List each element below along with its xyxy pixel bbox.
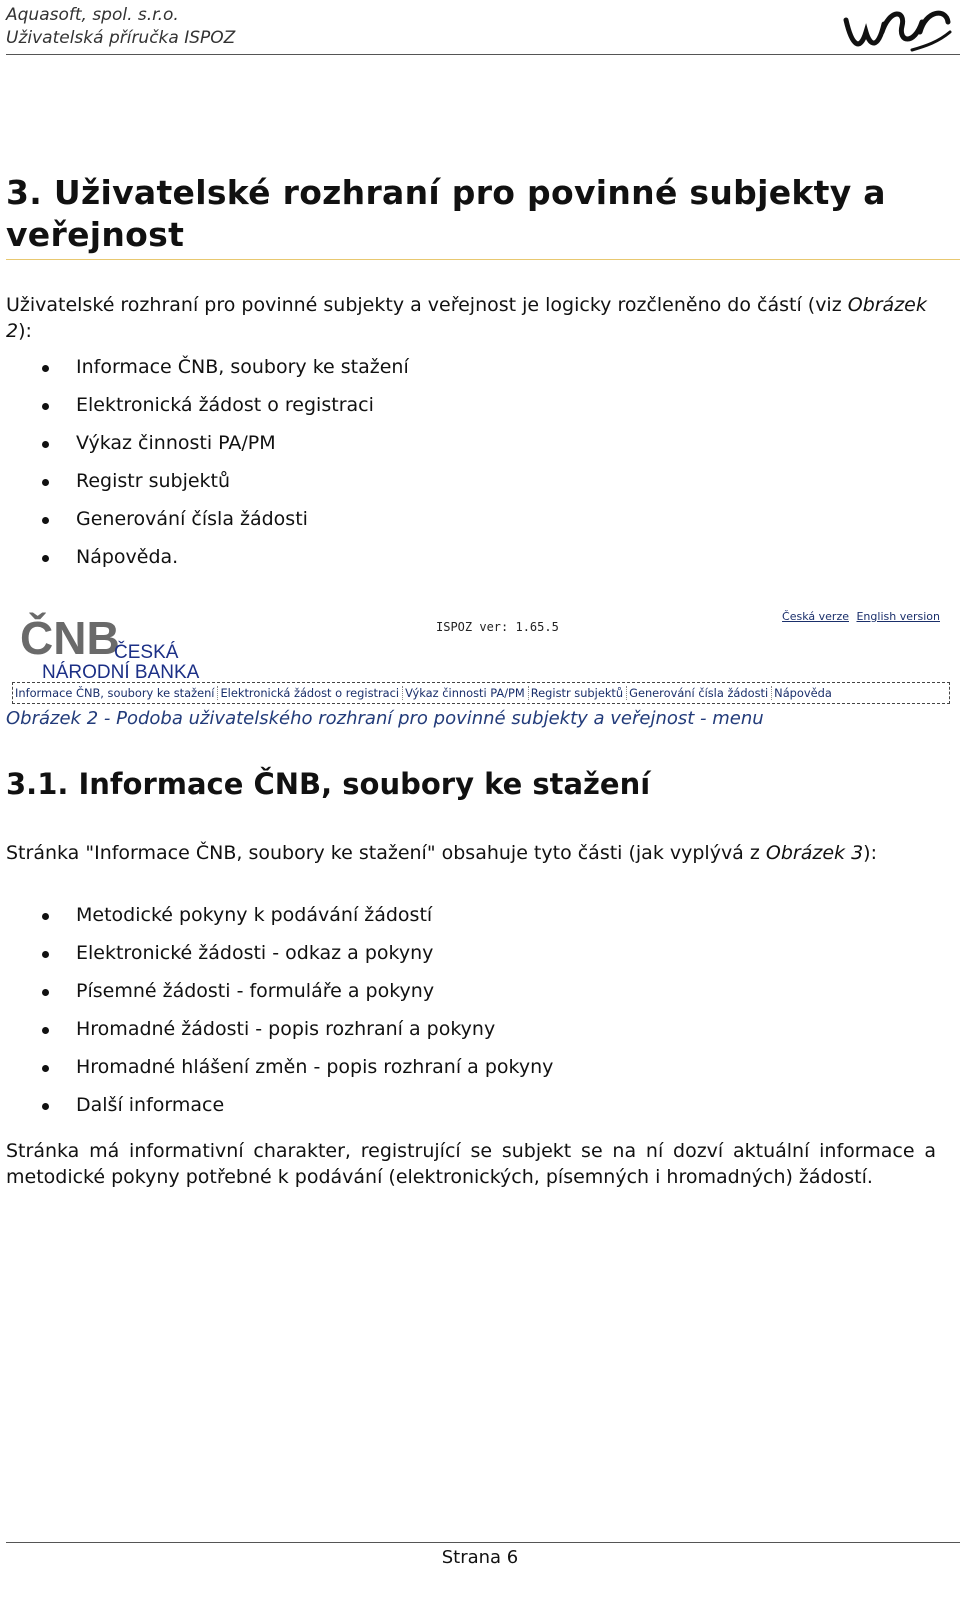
page-header xyxy=(6,4,235,50)
intro-text-end: ): xyxy=(18,320,32,342)
bullet-icon xyxy=(42,517,49,524)
page-number: Strana 6 xyxy=(441,1547,519,1568)
cnb-logo xyxy=(18,612,218,682)
section-intro-paragraph xyxy=(6,840,954,866)
bullet-icon xyxy=(42,1103,49,1110)
list-item-text: Informace ČNB, soubory ke stažení xyxy=(76,356,409,378)
list-item-text: Hromadné hlášení změn - popis rozhraní a pokyny xyxy=(76,1056,554,1078)
intro-paragraph xyxy=(6,292,954,344)
intro-text: Uživatelské rozhraní pro povinné subjekty a veřejnost je logicky rozčleněno do částí (viz xyxy=(6,294,848,316)
list-item-text: Výkaz činnosti PA/PM xyxy=(76,432,276,454)
document-title: Uživatelská příručka ISPOZ xyxy=(6,28,236,48)
list-item-text: Hromadné žádosti - popis rozhraní a pokyny xyxy=(76,1018,496,1040)
bullet-icon xyxy=(42,1065,49,1072)
bullet-icon xyxy=(42,441,49,448)
list-item-text: Metodické pokyny k podávání žádostí xyxy=(76,904,433,926)
list-item xyxy=(0,1092,553,1130)
list-item-text: Elektronické žádosti - odkaz a pokyny xyxy=(76,942,434,964)
menu-item-registr-subjektu[interactable]: Registr subjektů xyxy=(529,686,627,700)
section-intro-text-end: ): xyxy=(863,842,877,864)
figure-reference: Obrázek 2 xyxy=(6,294,927,342)
bullet-icon xyxy=(42,555,49,562)
menu-item-elektronicka-zadost[interactable]: Elektronická žádost o registraci xyxy=(218,686,403,700)
figure-reference: Obrázek 3 xyxy=(765,842,864,864)
bullet-icon xyxy=(42,403,49,410)
version-label: ISPOZ ver: 1.65.5 xyxy=(436,620,559,634)
list-item-text: Generování čísla žádosti xyxy=(76,508,308,530)
list-item xyxy=(0,392,409,430)
list-item xyxy=(0,506,409,544)
section-intro-text: Stránka "Informace ČNB, soubory ke stažení" obsahuje tyto části (jak vyplývá z xyxy=(6,842,766,864)
menu-screenshot xyxy=(8,602,954,714)
section-list xyxy=(0,902,553,1130)
list-item-text: Elektronická žádost o registraci xyxy=(76,394,374,416)
company-logo xyxy=(842,2,954,56)
logo-line-2: NÁRODNÍ BANKA xyxy=(42,662,200,682)
intro-list xyxy=(0,354,409,582)
list-item xyxy=(0,430,409,468)
list-item-text: Nápověda. xyxy=(76,546,179,568)
menu-item-informace[interactable]: Informace ČNB, soubory ke stažení xyxy=(13,686,218,700)
svg-text:ČNB: ČNB xyxy=(20,612,120,664)
link-czech-version[interactable]: Česká verze xyxy=(782,610,849,623)
section-outro-paragraph: Stránka má informativní charakter, registrující se subjekt se na ní dozví aktuální informace a metodické pokyny potřebné k podávání (elektronických, písemných i hromadných) žádostí. xyxy=(6,1140,936,1188)
figure-caption: Obrázek 2 - Podoba uživatelského rozhraní pro povinné subjekty a veřejnost - menu xyxy=(6,708,764,729)
logo-line-1: ČESKÁ xyxy=(114,642,179,663)
list-item-text: Písemné žádosti - formuláře a pokyny xyxy=(76,980,435,1002)
main-menu xyxy=(12,682,950,704)
section-title: 3.1. Informace ČNB, soubory ke stažení xyxy=(6,767,651,801)
language-switch xyxy=(778,610,940,623)
menu-item-vykaz-cinnosti[interactable]: Výkaz činnosti PA/PM xyxy=(403,686,529,700)
list-item-text: Další informace xyxy=(76,1094,225,1116)
list-item xyxy=(0,978,553,1016)
bullet-icon xyxy=(42,365,49,372)
company-name: Aquasoft, spol. s.r.o. xyxy=(6,5,179,25)
list-item xyxy=(0,1054,553,1092)
list-item xyxy=(0,902,553,940)
list-item xyxy=(0,468,409,506)
list-item xyxy=(0,940,553,978)
bullet-icon xyxy=(42,989,49,996)
footer-divider xyxy=(6,1542,960,1543)
list-item xyxy=(0,544,409,582)
list-item-text: Registr subjektů xyxy=(76,470,231,492)
header-divider xyxy=(6,54,960,55)
list-item xyxy=(0,354,409,392)
chapter-title: 3. Uživatelské rozhraní pro povinné subjekty a veřejnost xyxy=(6,173,886,254)
list-item xyxy=(0,1016,553,1054)
bullet-icon xyxy=(42,913,49,920)
bullet-icon xyxy=(42,479,49,486)
bullet-icon xyxy=(42,1027,49,1034)
bullet-icon xyxy=(42,951,49,958)
menu-item-generovani-cisla[interactable]: Generování čísla žádosti xyxy=(627,686,772,700)
chapter-title-rule xyxy=(6,259,960,260)
menu-item-napoveda[interactable]: Nápověda xyxy=(774,686,832,700)
link-english-version[interactable]: English version xyxy=(856,610,940,623)
